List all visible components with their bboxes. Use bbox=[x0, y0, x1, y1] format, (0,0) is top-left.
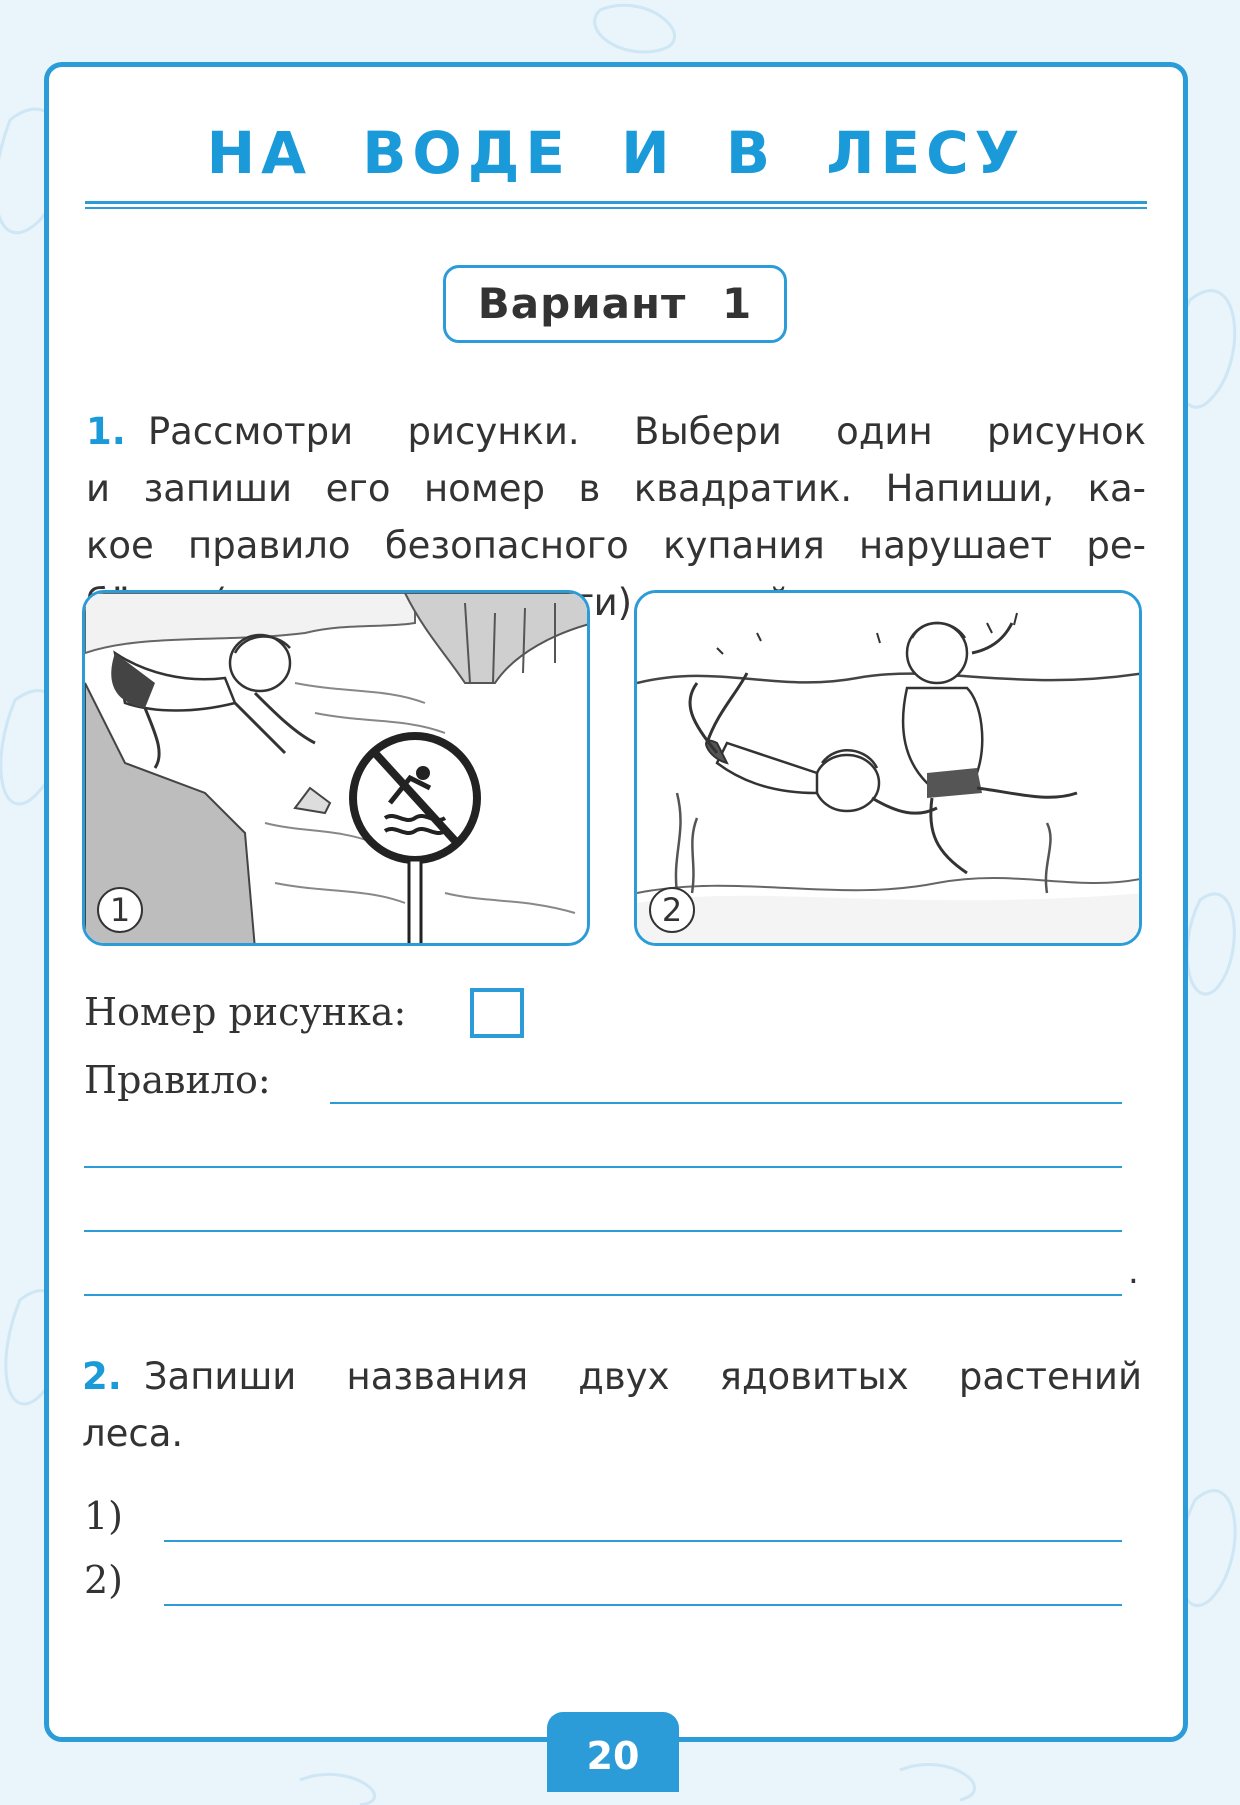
task2-item1-label: 1) bbox=[84, 1494, 124, 1538]
picture-1-drawing bbox=[85, 593, 590, 946]
rule-end-period: . bbox=[1128, 1252, 1139, 1292]
picture-1-number-badge: 1 bbox=[97, 887, 143, 933]
title-divider bbox=[85, 201, 1147, 204]
picture-1-boy-diving bbox=[82, 590, 590, 946]
task1-line2: и запиши его номер в квадратик. Напиши, ка- bbox=[86, 467, 1146, 510]
page-number: 20 bbox=[547, 1712, 679, 1792]
task2-answer-line-2[interactable] bbox=[164, 1604, 1122, 1606]
title-divider-thin bbox=[85, 207, 1147, 209]
rule-answer-line-3[interactable] bbox=[84, 1230, 1122, 1232]
task2-answer-line-1[interactable] bbox=[164, 1540, 1122, 1542]
page-title: НА ВОДЕ И В ЛЕСУ bbox=[206, 119, 1026, 187]
task2-number: 2. bbox=[82, 1355, 122, 1398]
task1-number: 1. bbox=[86, 410, 126, 453]
task2-line2: леса. bbox=[82, 1412, 184, 1455]
task2-line1: Запиши названия двух ядовитых растений bbox=[143, 1355, 1142, 1398]
task1-line1: Рассмотри рисунки. Выбери один рисунок bbox=[147, 410, 1146, 453]
rule-label: Правило: bbox=[84, 1058, 271, 1102]
rule-answer-line-1[interactable] bbox=[330, 1102, 1122, 1104]
picture-number-answer-box[interactable] bbox=[470, 988, 524, 1038]
rule-answer-line-4[interactable] bbox=[84, 1294, 1122, 1296]
picture-2-number-badge: 2 bbox=[649, 887, 695, 933]
task1-line3: кое правило безопасного купания нарушает ре- bbox=[86, 524, 1146, 567]
picture-2-drawing bbox=[637, 593, 1142, 946]
variant-label: Вариант 1 bbox=[443, 265, 787, 343]
picture-number-label: Номер рисунка: bbox=[84, 990, 407, 1034]
rule-answer-line-2[interactable] bbox=[84, 1166, 1122, 1168]
task2-text bbox=[82, 1348, 1142, 1462]
picture-2-boys-underwater bbox=[634, 590, 1142, 946]
task2-item2-label: 2) bbox=[84, 1558, 124, 1602]
